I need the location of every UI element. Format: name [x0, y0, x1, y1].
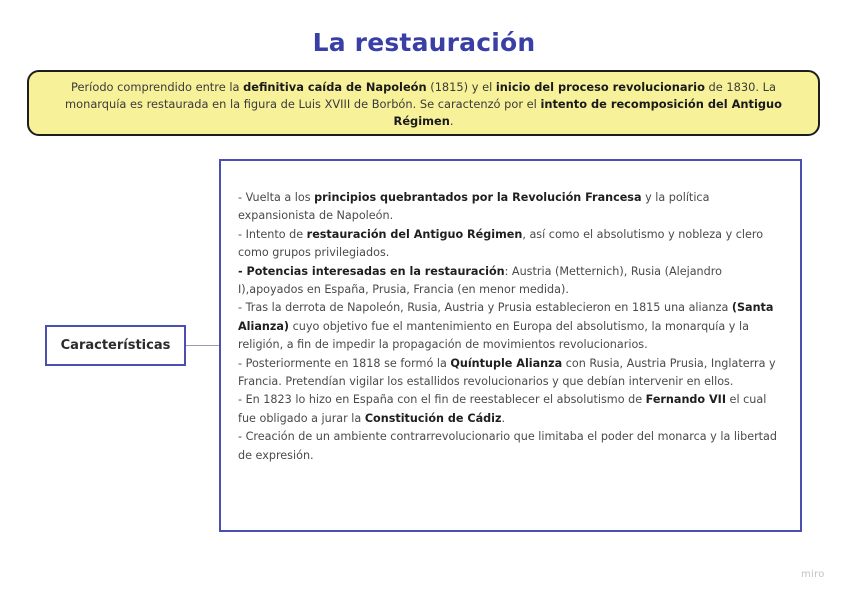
- content-paragraph: [238, 226, 780, 263]
- content-paragraph: [238, 189, 780, 226]
- summary-bold-text: definitiva caída de Napoleón: [243, 80, 427, 94]
- content-bold-text: Fernando VII: [645, 393, 726, 407]
- content-paragraph: [238, 299, 780, 354]
- content-paragraph: [238, 428, 780, 465]
- characteristics-label-box[interactable]: [45, 325, 186, 366]
- content-text: con Rusia, Austria Prusia, Inglaterra y Francia. Pretendían vigilar los estallidos revolucionarios y que debían intervenir en ellos.: [238, 356, 776, 389]
- summary-note[interactable]: [27, 70, 820, 136]
- content-paragraph: [238, 355, 780, 392]
- miro-logo: miro: [801, 569, 825, 580]
- content-text: - En 1823 lo hizo en España con el fin de reestablecer el absolutismo de: [238, 393, 646, 407]
- content-text: y la política expansionista de Napoleón.: [238, 191, 710, 223]
- content-text: - Intento de: [238, 227, 307, 241]
- content-text: - Vuelta a los: [238, 191, 315, 204]
- characteristics-content-box[interactable]: [219, 159, 802, 532]
- content-text: - Posteriormente en 1818 se formó la: [238, 356, 451, 370]
- content-text: - Creación de un ambiente contrarrevolucionario que limitaba el poder del monarca y la libertad de expresión.: [238, 430, 778, 462]
- content-paragraph: [238, 263, 780, 300]
- content-bold-text: restauración del Antiguo Régimen: [306, 227, 523, 241]
- page-title: La restauración: [312, 28, 536, 57]
- content-bold-text: principios quebrantados por la Revolución Francesa: [314, 191, 642, 204]
- content-bold-text: Constitución de Cádiz: [364, 411, 502, 425]
- summary-text: Período comprendido entre la: [71, 80, 244, 94]
- summary-text: de 1830. La monarquía es restaurada en la figura de Luis XVIII de Borbón. Se caractenzó por el: [65, 80, 776, 111]
- connector-line[interactable]: [186, 345, 220, 346]
- characteristics-label: Características: [60, 338, 171, 353]
- summary-bold-text: intento de recomposición del Antiguo Régimen: [393, 97, 782, 128]
- content-text: - Tras la derrota de Napoleón, Rusia, Austria y Prusia establecieron en 1815 una alianza: [238, 301, 732, 315]
- content-text: : Austria (Metternich), Rusia (Alejandro I),apoyados en España, Prusia, Francia (en menor medida).: [238, 264, 722, 297]
- summary-bold-text: inicio del proceso revolucionario: [495, 80, 705, 94]
- content-text: .: [501, 411, 506, 425]
- content-bold-text: - Potencias interesadas en la restauración: [238, 264, 505, 278]
- summary-text: (1815) y el: [426, 80, 496, 94]
- summary-text: .: [449, 114, 454, 128]
- content-text: el cual fue obligado a jurar la: [238, 393, 767, 425]
- content-paragraph: [238, 391, 780, 428]
- content-bold-text: Quíntuple Alianza: [450, 356, 563, 370]
- content-bold-text: (Santa Alianza): [238, 301, 774, 333]
- content-text: cuyo objetivo fue el mantenimiento en Europa del absolutismo, la monarquía y la religión, a fin de impedir la propagación de movimientos revolucionarios.: [238, 319, 749, 352]
- content-text: , así como el absolutismo y nobleza y clero como grupos privilegiados.: [238, 227, 764, 260]
